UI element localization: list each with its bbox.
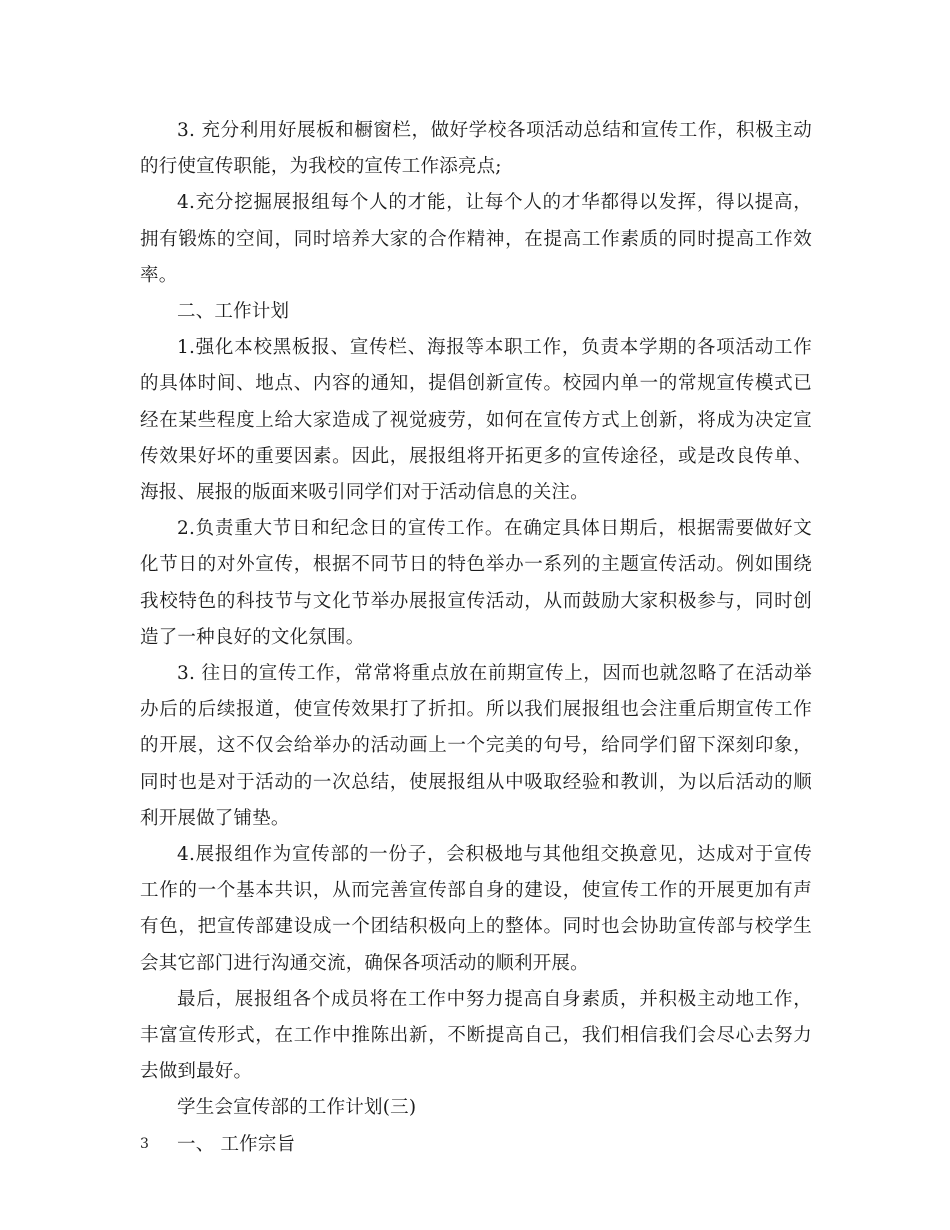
paragraph-item-3-exhibition-boards: 3. 充分利用好展板和橱窗栏，做好学校各项活动总结和宣传工作，积极主动的行使宣传职能，为我校的宣传工作添亮点; (140, 120, 812, 178)
page-body (140, 113, 812, 1163)
paragraph-plan-4-cooperation: 4.展报组作为宣传部的一份子，会积极地与其他组交换意见，达成对于宣传工作的一个基本共识，从而完善宣传部自身的建设，使宣传工作的开展更加有声有色，把宣传部建设成一个团结积极向上的整体。同时也会协助宣传部与校学生会其它部门进行沟通交流，确保各项活动的顺利开展。 (140, 844, 812, 974)
paragraph-conclusion: 最后，展报组各个成员将在工作中努力提高自身素质，并积极主动地工作，丰富宣传形式，在工作中推陈出新，不断提高自己，我们相信我们会尽心去努力去做到最好。 (140, 988, 812, 1083)
page-number: 3 (140, 1136, 149, 1152)
section-heading-work-plan: 二、工作计划 (177, 301, 290, 323)
paragraph-item-4-talents: 4.充分挖掘展报组每个人的才能，让每个人的才华都得以发挥，得以提高，拥有锻炼的空间，同时培养大家的合作精神，在提高工作素质的同时提高工作效率。 (140, 192, 812, 286)
paragraph-plan-3-follow-up: 3. 往日的宣传工作，常常将重点放在前期宣传上，因而也就忽略了在活动举办后的后续报道，使宣传效果打了折扣。所以我们展报组也会注重后期宣传工作的开展，这不仅会给举办的活动画上一个完美的句号，给同学们留下深刻印象，同时也是对于活动的一次总结，使展报组从中吸取经验和教训，为以后活动的顺利开展做了铺垫。 (140, 663, 812, 829)
section-title-plan-three: 学生会宣传部的工作计划(三) (177, 1097, 417, 1119)
paragraph-plan-1-blackboard: 1.强化本校黑板报、宣传栏、海报等本职工作，负责本学期的各项活动工作的具体时间、地点、内容的通知，提倡创新宣传。校园内单一的常规宣传模式已经在某些程度上给大家造成了视觉疲劳，如何在宣传方式上创新，将成为决定宣传效果好坏的重要因素。因此，展报组将开拓更多的宣传途径，或是改良传单、海报、展报的版面来吸引同学们对于活动信息的关注。 (140, 337, 812, 504)
paragraph-plan-2-festivals: 2.负责重大节日和纪念日的宣传工作。在确定具体日期后，根据需要做好文化节日的对外宣传，根据不同节日的特色举办一系列的主题宣传活动。例如围绕我校特色的科技节与文化节举办展报宣传活动，从而鼓励大家积极参与，同时创造了一种良好的文化氛围。 (140, 518, 812, 648)
section-heading-purpose: 一、 工作宗旨 (177, 1133, 296, 1155)
